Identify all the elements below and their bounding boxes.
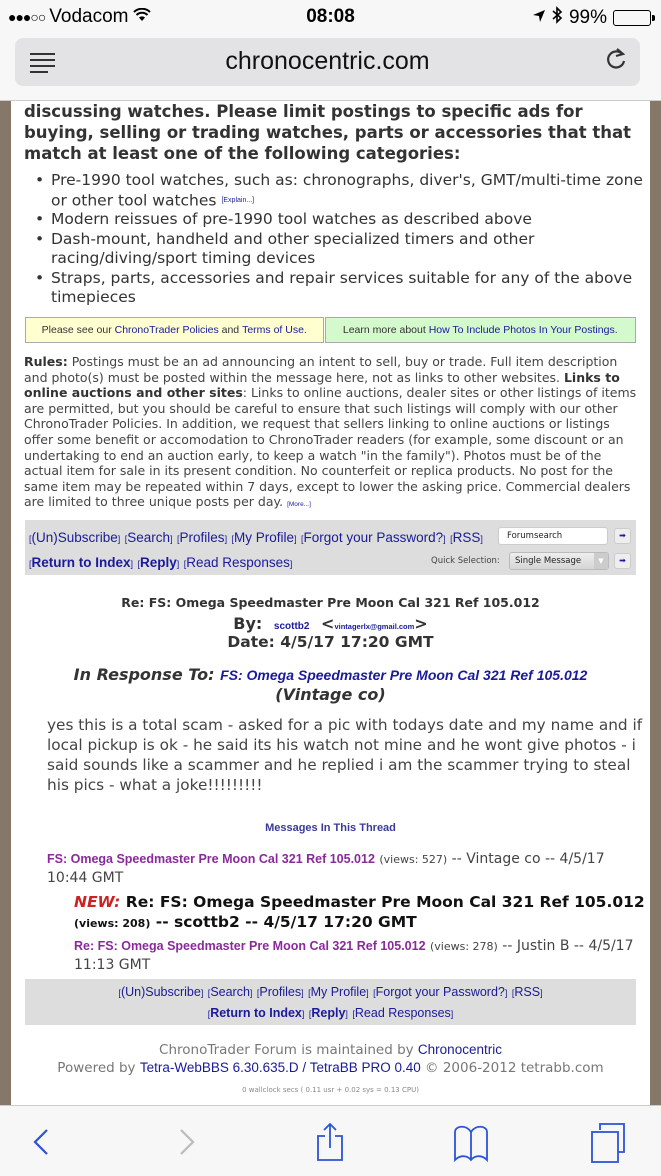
return-to-index-link[interactable]: Return to Index: [31, 555, 131, 570]
terms-link[interactable]: Terms of Use: [242, 324, 304, 336]
thread-item: Re: FS: Omega Speedmaster Pre Moon Cal 321 Ref 105.012 (views: 278) -- Justin B -- 4/5/17 11:13 GMT: [74, 938, 634, 973]
tabs-icon: [588, 1120, 628, 1164]
chevron-right-icon: [166, 1120, 206, 1164]
more-link[interactable]: [More...]: [287, 501, 311, 509]
unsubscribe-link[interactable]: (Un)Subscribe: [31, 530, 118, 545]
arrow-right-icon: ➡: [619, 556, 626, 565]
list-item: • Modern reissues of pre-1990 tool watches as described above: [51, 210, 646, 230]
my-profile-link[interactable]: My Profile: [234, 530, 295, 545]
read-responses-link[interactable]: Read Responses: [354, 1006, 451, 1020]
category-list: [51, 171, 646, 308]
profiles-link[interactable]: Profiles: [179, 530, 225, 545]
forgot-password-link[interactable]: Forgot your Password?: [375, 985, 505, 999]
quick-selection-go-button[interactable]: [614, 553, 631, 569]
rss-link[interactable]: RSS: [452, 530, 481, 545]
tetrabb-link[interactable]: Tetra-WebBBS 6.30.635.D / TetraBB PRO 0.40: [139, 1060, 421, 1075]
profiles-link[interactable]: Profiles: [259, 985, 302, 999]
info-boxes: [25, 317, 636, 343]
forward-button[interactable]: [166, 1120, 206, 1164]
message-body: yes this is a total scam - asked for a pic with todays date and my name and if local pickup is ok - he said its his watch not mine and he wont give photos - i said sounds like a scammer and he replied i am the scammer trying to steal his pics - what a joke!!!!!!!!!: [47, 716, 643, 794]
parent-message-link[interactable]: FS: Omega Speedmaster Pre Moon Cal 321 Ref 105.012: [220, 667, 588, 683]
web-page: [0, 101, 661, 1105]
author-link[interactable]: scottb2: [273, 621, 310, 632]
message-date: Date: 4/5/17 17:20 GMT: [227, 633, 434, 651]
return-to-index-link[interactable]: Return to Index: [210, 1006, 302, 1020]
url-text[interactable]: chronocentric.com: [225, 47, 430, 75]
search-link[interactable]: Search: [210, 985, 250, 999]
bluetooth-icon: [552, 6, 563, 30]
tabs-button[interactable]: [588, 1120, 628, 1164]
thread-item-link[interactable]: Re: FS: Omega Speedmaster Pre Moon Cal 321 Ref 105.012: [74, 939, 426, 953]
message-author-line: By: scottb2 <vintagerlx@gmail.com>: [233, 614, 428, 633]
my-profile-link[interactable]: My Profile: [310, 985, 367, 999]
chronocentric-link[interactable]: Chronocentric: [417, 1042, 502, 1057]
address-bar[interactable]: [15, 38, 640, 86]
clock: 08:08: [306, 6, 355, 27]
forum-nav-top: [(Un)Subscribe] [Search] [Profiles] [My Profile] [Forgot your Password?] [RSS] Forumsearch ➡ [Return to Index] [Reply] [Read Responses] Quick Selection: Single Message ▼ ➡: [25, 520, 636, 575]
thread-item: FS: Omega Speedmaster Pre Moon Cal 321 Ref 105.012 (views: 527) -- Vintage co -- 4/5/17 10:44 GMT: [47, 851, 605, 886]
location-arrow-icon: [532, 7, 546, 29]
author-email-link[interactable]: vintagerlx@gmail.com: [334, 622, 415, 631]
list-item: • Straps, parts, accessories and repair services suitable for any of the above timepieces: [51, 269, 646, 308]
search-go-button[interactable]: [614, 528, 631, 544]
browser-toolbar: [0, 1105, 661, 1176]
rules-text: Rules: Postings must be an ad announcing an intent to sell, buy or trade. Full item description and photo(s) must be posted within the message here, not as links to other websites. Links to online auctions and other sites: Links to online auctions, dealer sites or other listings of items are permitted, but you should be careful to ensure that such listings will comply with our other ChronoTrader Policies. In addition, we request that sellers linking to online auctions or listings offer some benefit or accomodation to ChronoTrader readers (for example, some discount or an undertaking to end an auction early, to keep a watch "in the family"). Photos must be of the actual item for sale in its present condition. No counterfeit or replica products. No post for the same item may be repeated within 7 days, except to lower the asking price. Commercial dealers are limited to three unique posts per day. [More...]: [24, 354, 637, 510]
reply-link[interactable]: Reply: [140, 555, 177, 570]
in-response-to: In Response To: FS: Omega Speedmaster Pre Moon Cal 321 Ref 105.012 (Vintage co): [73, 665, 588, 704]
page-content: [11, 101, 650, 1105]
forum-nav-bottom: [(Un)Subscribe] [Search] [Profiles] [My Profile] [Forgot your Password?] [RSS] [Return to Index] [Reply] [Read Responses]: [25, 979, 636, 1025]
arrow-right-icon: ➡: [619, 531, 626, 540]
reply-link[interactable]: Reply: [311, 1006, 346, 1020]
thread-item-link[interactable]: FS: Omega Speedmaster Pre Moon Cal 321 Ref 105.012: [47, 852, 375, 866]
thread-list: [47, 850, 647, 975]
photos-help-link[interactable]: How To Include Photos In Your Postings: [428, 324, 615, 336]
book-icon: [451, 1120, 491, 1164]
new-badge: NEW:: [74, 893, 121, 911]
back-button[interactable]: [22, 1120, 62, 1164]
reload-icon[interactable]: [604, 46, 628, 79]
message-title: Re: FS: Omega Speedmaster Pre Moon Cal 321 Ref 105.012: [121, 595, 540, 610]
read-responses-link[interactable]: Read Responses: [186, 555, 290, 570]
intro-text: discussing watches. Please limit postings to specific ads for buying, selling or trading watches, parts or accessories that that match at least one of the following categories:: [24, 102, 632, 163]
search-link[interactable]: Search: [127, 530, 171, 545]
thread-heading: Messages In This Thread: [265, 822, 396, 834]
battery-percentage: 99%: [568, 7, 607, 28]
chevron-left-icon: [22, 1120, 62, 1164]
policies-link[interactable]: ChronoTrader Policies: [114, 324, 219, 336]
share-button[interactable]: [310, 1120, 350, 1164]
quick-selection-dropdown[interactable]: Single Message ▼: [509, 552, 609, 570]
forum-search-input[interactable]: Forumsearch: [498, 527, 608, 545]
explain-link[interactable]: [Explain...]: [221, 196, 255, 204]
forgot-password-link[interactable]: Forgot your Password?: [303, 530, 444, 545]
share-icon: [310, 1120, 350, 1164]
footer-timing: 0 wallclock secs ( 0.11 usr + 0.02 sys = 0.13 CPU): [242, 1086, 419, 1094]
chevron-down-icon: ▼: [594, 553, 608, 569]
status-bar: [0, 0, 661, 36]
unsubscribe-link[interactable]: (Un)Subscribe: [120, 985, 201, 999]
carrier-name: Vodacom: [49, 6, 129, 27]
footer-powered: Powered by Tetra-WebBBS 6.30.635.D / TetraBB PRO 0.40 © 2006-2012 tetrabb.com: [57, 1060, 604, 1076]
battery-icon: [613, 10, 651, 26]
signal-strength-icon: ●●●○○: [8, 9, 46, 25]
photos-box: Learn more about How To Include Photos In Your Postings .: [325, 317, 636, 343]
rss-link[interactable]: RSS: [514, 985, 541, 999]
quick-selection-label: Quick Selection:: [431, 556, 500, 566]
thread-item-current: NEW: Re: FS: Omega Speedmaster Pre Moon Cal 321 Ref 105.012 (views: 208) -- scottb2 -- 4/5/17 17:20 GMT: [74, 893, 645, 931]
bookmarks-button[interactable]: [451, 1120, 491, 1164]
footer-maintained: ChronoTrader Forum is maintained by Chronocentric: [159, 1042, 502, 1058]
list-item: • Dash-mount, handheld and other specialized timers and other racing/diving/sport timing devices: [51, 230, 646, 269]
policies-box: Please see our ChronoTrader Policies and Terms of Use .: [25, 317, 324, 343]
list-item: • Pre-1990 tool watches, such as: chronographs, diver's, GMT/multi-time zone or other tool watches [Explain...]: [51, 171, 646, 210]
